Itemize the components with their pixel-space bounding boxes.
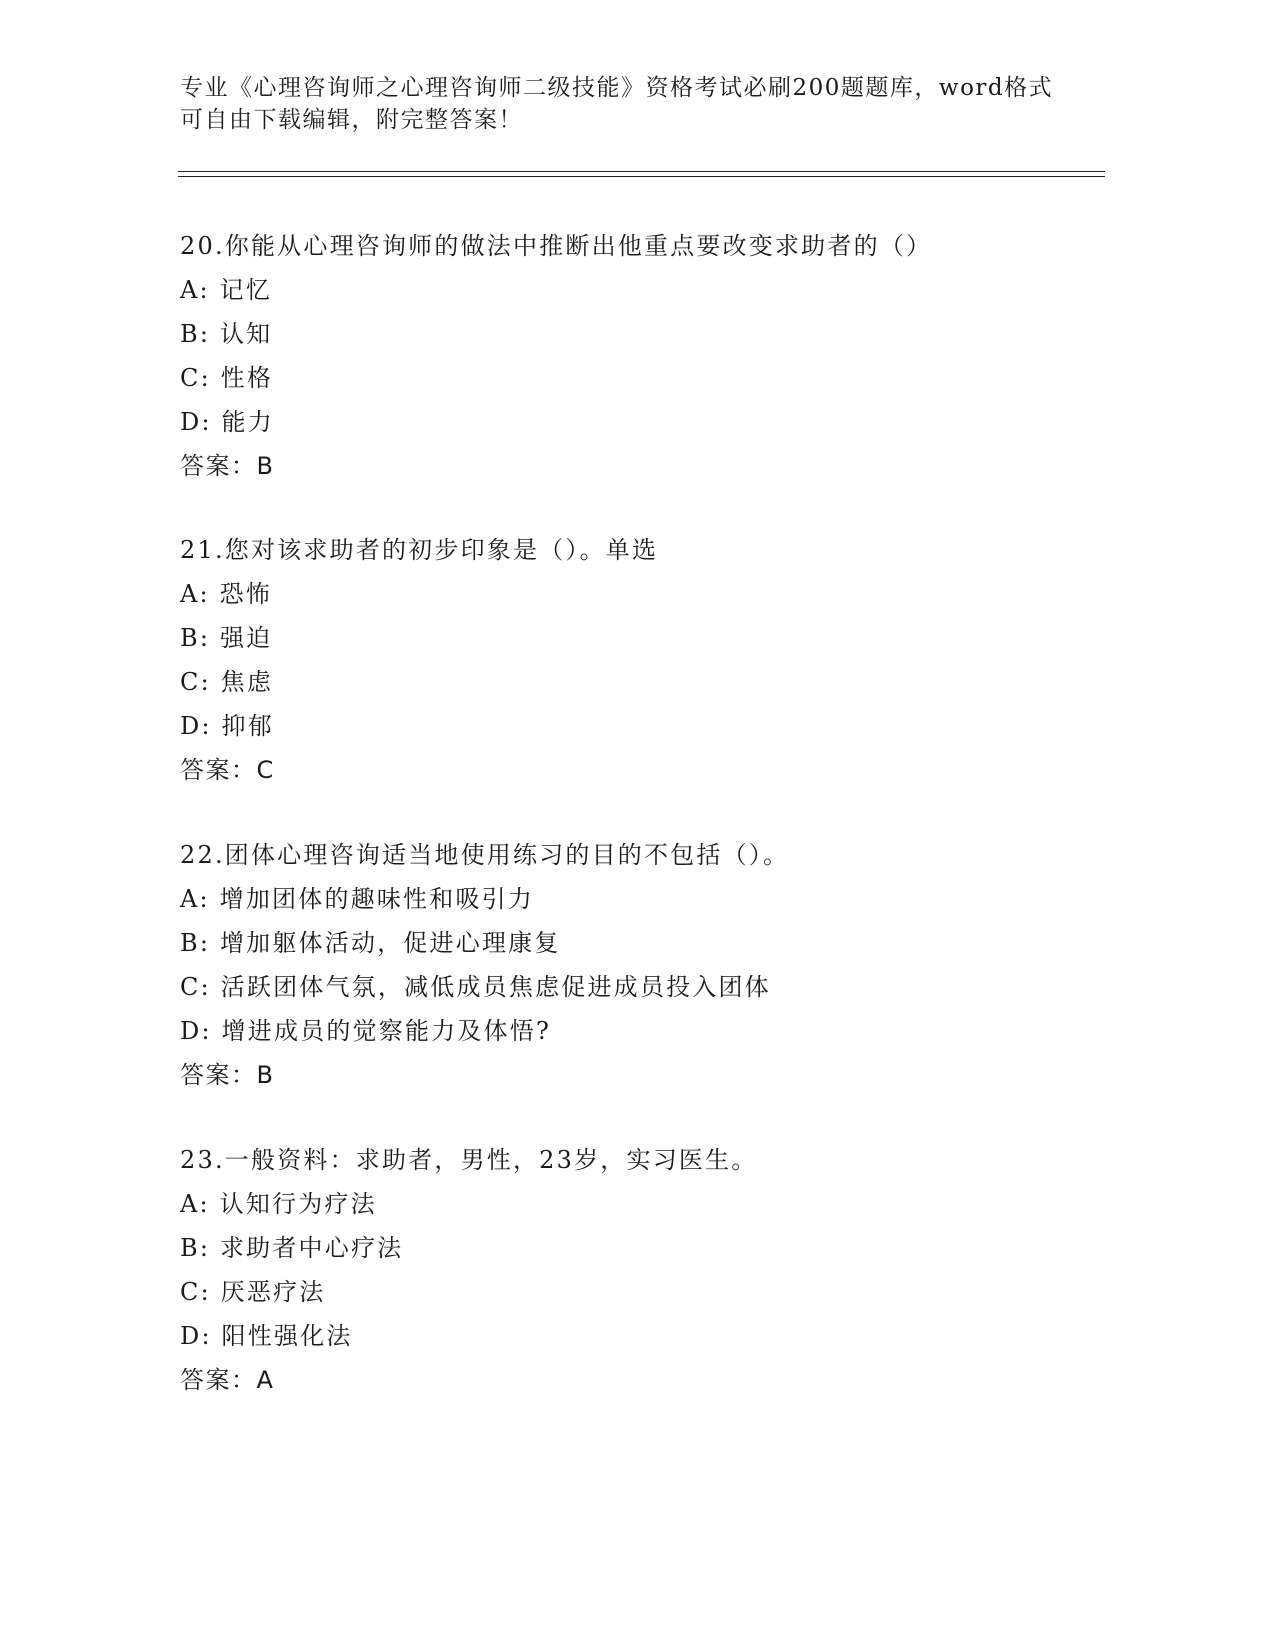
header-title-line-2: 可自由下载编辑，附完整答案！ bbox=[180, 107, 523, 133]
question-stem: 21.您对该求助者的初步印象是（）。单选 bbox=[180, 536, 659, 564]
option-c: C: 焦虑 bbox=[180, 668, 274, 696]
option-d: D: 阳性强化法 bbox=[180, 1322, 353, 1350]
option-c: C: 厌恶疗法 bbox=[180, 1278, 326, 1306]
option-a: A: 增加团体的趣味性和吸引力 bbox=[180, 885, 535, 913]
option-c: C: 活跃团体气氛，减低成员焦虑促进成员投入团体 bbox=[180, 973, 771, 1001]
option-b: B: 求助者中心疗法 bbox=[180, 1234, 404, 1262]
question-stem: 22.团体心理咨询适当地使用练习的目的不包括（）。 bbox=[180, 841, 790, 869]
header-title-line-1: 专业《心理咨询师之心理咨询师二级技能》资格考试必刷200题题库，word格式 bbox=[180, 75, 1054, 101]
answer-line: 答案：C bbox=[180, 756, 275, 784]
question-block bbox=[180, 528, 1100, 792]
question-block bbox=[180, 833, 1100, 1097]
document-header bbox=[180, 72, 1060, 136]
option-a: A: 记忆 bbox=[180, 276, 273, 304]
option-b: B: 强迫 bbox=[180, 624, 273, 652]
option-d: D: 能力 bbox=[180, 408, 274, 436]
header-divider-bottom bbox=[178, 176, 1105, 177]
option-b: B: 增加躯体活动，促进心理康复 bbox=[180, 929, 561, 957]
answer-line: 答案：B bbox=[180, 1061, 275, 1089]
option-d: D: 抑郁 bbox=[180, 712, 274, 740]
question-stem: 20.你能从心理咨询师的做法中推断出他重点要改变求助者的（） bbox=[180, 232, 933, 260]
question-block bbox=[180, 224, 1100, 488]
question-block bbox=[180, 1138, 1100, 1402]
option-c: C: 性格 bbox=[180, 364, 274, 392]
answer-line: 答案：A bbox=[180, 1366, 275, 1394]
answer-line: 答案：B bbox=[180, 452, 275, 480]
option-d: D: 增进成员的觉察能力及体悟? bbox=[180, 1017, 552, 1045]
option-b: B: 认知 bbox=[180, 320, 273, 348]
option-a: A: 恐怖 bbox=[180, 580, 273, 608]
question-stem: 23.一般资料：求助者，男性，23岁，实习医生。 bbox=[180, 1146, 758, 1174]
header-divider-top bbox=[178, 171, 1105, 172]
option-a: A: 认知行为疗法 bbox=[180, 1190, 377, 1218]
